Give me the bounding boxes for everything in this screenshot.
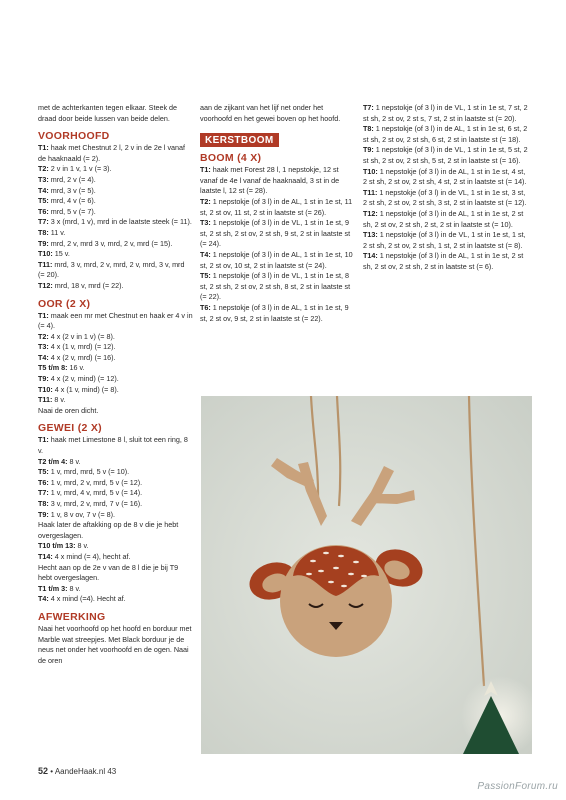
row-text: 1 v, mrd, 2 v, mrd, 5 v (= 12). <box>48 477 143 487</box>
row-text: 1 nepstokje (of 3 l) in de AL, 1 st in 1e st, 2 st sh, 2 st ov, 2 st sh, 2 st, 2 st in laatste st (= 10). <box>363 208 524 229</box>
row-key: T1 t/m 3: <box>38 583 68 593</box>
deer-ornament-photo <box>201 396 532 754</box>
row-text: mrd, 2 v, mrd 3 v, mrd, 2 v, mrd (= 15). <box>48 238 173 248</box>
row-text: mrd, 3 v (= 5). <box>48 185 96 195</box>
gewei-rows <box>38 435 193 605</box>
row-key: T1: <box>38 310 49 320</box>
row-text: 8 v. <box>75 541 89 551</box>
row-key: T14: <box>363 251 378 261</box>
section-heading-boom: BOOM (4 X) <box>200 152 262 165</box>
page-footer <box>38 766 116 776</box>
row-text: Naai de oren dicht. <box>38 405 99 415</box>
instruction-row <box>38 395 193 406</box>
instruction-row <box>38 520 193 541</box>
row-text: mrd, 5 v (= 7). <box>48 206 96 216</box>
row-key: T1: <box>38 143 49 153</box>
row-text: 4 x (2 v, mrd) (= 16). <box>48 352 116 362</box>
row-text: 3 v, mrd, 2 v, mrd, 7 v (= 16). <box>48 499 143 508</box>
instruction-row <box>363 145 531 166</box>
instruction-row <box>38 563 193 584</box>
instruction-row <box>38 406 193 417</box>
row-text: 1 v, 8 v ov, 7 v (= 8). <box>48 509 116 519</box>
row-key: T9: <box>38 238 49 248</box>
instruction-row <box>38 374 193 385</box>
row-text: mrd, 3 v, mrd, 2 v, mrd, 2 v, mrd, 3 v, mrd (= 20). <box>38 259 185 280</box>
row-key: T6: <box>200 302 211 312</box>
row-text: 4 x (2 v, mind) (= 12). <box>48 374 119 384</box>
row-text: 3 x (mrd, 1 v), mrd in de laatste steek (= 11). <box>48 217 192 227</box>
row-key: T13: <box>363 230 378 240</box>
afwerking-text: Naai het voorhoofd op het hoofd en borduur met Marble wat streepjes. Met Black borduur je de neus net onder het voorhoofd en de ogen. Naai de oren <box>38 623 192 665</box>
row-text: haak met Chestnut 2 l, 2 v in de 2e l vanaf de haaknaald (= 2). <box>38 143 186 163</box>
section-banner-kerstboom: KERSTBOOM <box>200 133 279 147</box>
row-text: 16 v. <box>67 363 85 373</box>
row-key: T4: <box>200 249 211 259</box>
row-key: T2: <box>200 196 211 206</box>
row-text: 1 nepstokje (of 3 l) in de VL, 1 st in 1e st, 1 st, 2 st sh, 2 st ov, 2 st sh, 1 st, 2 st in laatste st (= 8). <box>363 230 526 250</box>
row-text: 1 v, mrd, 4 v, mrd, 5 v (= 14). <box>48 488 143 498</box>
row-key: T11: <box>38 259 53 269</box>
row-key: T11: <box>363 187 378 197</box>
row-key: T5 t/m 8: <box>38 363 68 373</box>
magazine-name: AandeHaak.nl 43 <box>54 767 117 776</box>
column-1 <box>38 103 193 666</box>
instruction-row <box>38 385 193 396</box>
row-text: 4 x (1 v, mrd) (= 12). <box>48 342 116 352</box>
row-key: T8: <box>363 124 374 134</box>
section-heading-voorhoofd: VOORHOOFD <box>38 130 110 143</box>
instruction-row <box>363 230 531 251</box>
row-text: 1 nepstokje (of 3 l) in de AL, 1 st in 1e st, 9 st, 2 st ov, 9 st, 2 st in laatste st (= 22). <box>200 302 349 323</box>
row-key: T6: <box>38 206 49 216</box>
row-text: 8 v. <box>67 583 81 593</box>
row-key: T7: <box>38 488 49 498</box>
instruction-row <box>38 541 193 552</box>
row-text: haak met Limestone 8 l, sluit tot een ring, 8 v. <box>38 435 188 456</box>
instruction-row <box>200 271 355 303</box>
row-key: T7: <box>363 103 374 112</box>
footer-bullet: • <box>50 767 54 776</box>
row-key: T10: <box>38 249 53 259</box>
boom-rows-continued <box>363 103 531 273</box>
row-text: Haak later de aftakking op de 8 v die je hebt overgeslagen. <box>38 520 179 540</box>
row-text: 1 nepstokje (of 3 l) in de AL, 1 st in 1e st, 10 st, 2 st ov, 10 st, 2 st in laatste st (= 24). <box>200 249 353 270</box>
instruction-row <box>38 239 193 250</box>
row-text: 1 nepstokje (of 3 l) in de AL, 1 st in 1e st, 6 st, 2 st sh, 2 st ov, 2 st sh, 6 st, 2 st in laatste st (= 18). <box>363 124 528 144</box>
row-key: T3: <box>200 218 211 228</box>
row-key: T12: <box>38 280 53 290</box>
row-text: haak met Forest 28 l, 1 nepstokje, 12 st vanaf de 4e l vanaf de haaknaald, 3 st in de laatste l, 12 st (= 28). <box>200 165 340 196</box>
oor-rows <box>38 311 193 417</box>
instruction-row <box>38 467 193 478</box>
row-text: 8 v. <box>52 395 66 405</box>
instruction-row <box>38 342 193 353</box>
row-key: T4: <box>38 185 49 195</box>
row-text: 15 v. <box>52 249 70 259</box>
intro-text: met de achterkanten tegen elkaar. Steek de draad door beide lussen van beide delen. <box>38 103 178 123</box>
row-key: T2: <box>38 164 49 174</box>
instruction-row <box>38 207 193 218</box>
instruction-row <box>38 584 193 595</box>
instruction-row <box>38 435 193 456</box>
instruction-row <box>38 353 193 364</box>
row-key: T6: <box>38 477 49 487</box>
voorhoofd-rows <box>38 143 193 291</box>
row-text: 1 nepstokje (of 3 l) in de VL, 1 st in 1e st, 3 st, 2 st sh, 2 st ov, 2 st sh, 3 st, 2 st in laatste st (= 12). <box>363 187 527 208</box>
row-key: T8: <box>38 227 49 237</box>
row-text: maak een mr met Chestnut en haak er 4 v in (= 4). <box>38 310 193 331</box>
column-3 <box>363 103 531 273</box>
instruction-row <box>200 250 355 271</box>
instruction-row <box>38 478 193 489</box>
column-2 <box>200 103 355 324</box>
row-text: 4 x (1 v, mind) (= 8). <box>52 384 119 394</box>
instruction-row <box>38 260 193 281</box>
row-key: T2 t/m 4: <box>38 456 68 466</box>
instruction-row <box>38 332 193 343</box>
row-key: T12: <box>363 208 378 218</box>
instruction-row <box>363 103 531 124</box>
row-text: 2 v in 1 v, 1 v (= 3). <box>48 164 112 174</box>
row-key: T3: <box>38 174 49 184</box>
row-text: 1 nepstokje (of 3 l) in de AL, 1 st in 1e st, 2 st sh, 2 st ov, 2 st sh, 2 st in laatste st (= 6). <box>363 251 524 271</box>
instruction-row <box>38 488 193 499</box>
instruction-row <box>38 143 193 164</box>
instruction-row <box>200 165 355 197</box>
instruction-row <box>38 175 193 186</box>
row-text: 4 x (2 v in 1 v) (= 8). <box>48 331 115 341</box>
instruction-row <box>38 594 193 605</box>
row-text: mrd, 4 v (= 6). <box>48 196 96 206</box>
instruction-row <box>38 196 193 207</box>
instruction-row <box>38 217 193 228</box>
instruction-row <box>363 251 531 272</box>
instruction-row <box>38 552 193 563</box>
row-key: T9: <box>363 145 374 155</box>
row-text: 1 nepstokje (of 3 l) in de VL, 1 st in 1e st, 8 st, 2 st sh, 2 st ov, 2 st sh, 8 st, 2 st in laatste st (= 22). <box>200 271 351 302</box>
instruction-row <box>38 228 193 239</box>
row-key: T5: <box>200 271 211 281</box>
instruction-row <box>38 186 193 197</box>
instruction-row <box>200 197 355 218</box>
instruction-row <box>38 510 193 521</box>
row-key: T10: <box>363 166 378 176</box>
row-key: T10: <box>38 384 53 394</box>
instruction-row <box>38 311 193 332</box>
instruction-row <box>200 303 355 324</box>
row-text: 8 v. <box>67 456 81 466</box>
row-key: T5: <box>38 467 49 477</box>
instruction-row <box>363 209 531 230</box>
instruction-row <box>363 188 531 209</box>
row-key: T1: <box>38 435 49 445</box>
row-text: 1 nepstokje (of 3 l) in de VL, 1 st in 1e st, 9 st, 2 st sh, 2 st ov, 2 st sh, 9 st, 2 st in laatste st (= 24). <box>200 218 351 249</box>
row-key: T7: <box>38 217 49 227</box>
intro-text-col2: aan de zijkant van het lijf net onder het voorhoofd en het gewei boven op het hoofd. <box>200 103 341 123</box>
row-key: T5: <box>38 196 49 206</box>
boom-rows <box>200 165 355 324</box>
row-text: 1 nepstokje (of 3 l) in de VL, 1 st in 1e st, 5 st, 2 st sh, 2 st ov, 2 st sh, 5 st, 2 st in laatste st (= 16). <box>363 145 528 165</box>
instruction-row <box>200 218 355 250</box>
row-key: T10 t/m 13: <box>38 541 76 551</box>
row-text: 4 x mind (=4). Hecht af. <box>48 594 126 604</box>
row-key: T1: <box>200 165 211 175</box>
watermark: PassionForum.ru <box>477 781 558 792</box>
instruction-row <box>38 249 193 260</box>
row-text: 1 nepstokje (of 3 l) in de AL, 1 st in 1e st, 4 st, 2 st sh, 2 st ov, 2 st sh, 4 st, 2 st in laatste st (= 14). <box>363 166 527 187</box>
instruction-row <box>38 164 193 175</box>
row-key: T4: <box>38 352 49 362</box>
row-key: T14: <box>38 551 53 561</box>
row-text: 11 v. <box>48 227 66 237</box>
row-key: T2: <box>38 331 49 341</box>
row-text: mrd, 2 v (= 4). <box>48 174 96 184</box>
row-text: 1 nepstokje (of 3 l) in de VL, 1 st in 1e st, 7 st, 2 st sh, 2 st ov, 2 st s, 7 st, 2 st in laatste st (= 20). <box>363 103 528 123</box>
row-text: 4 x mind (= 4), hecht af. <box>52 551 131 561</box>
instruction-row <box>38 457 193 468</box>
row-key: T11: <box>38 395 53 405</box>
row-key: T9: <box>38 374 49 384</box>
row-key: T8: <box>38 499 49 508</box>
page-number: 52 <box>38 766 49 776</box>
section-heading-oor: OOR (2 X) <box>38 297 91 310</box>
row-key: T4: <box>38 594 49 604</box>
instruction-row <box>38 363 193 374</box>
instruction-row <box>38 281 193 292</box>
row-key: T9: <box>38 509 49 519</box>
section-heading-afwerking: AFWERKING <box>38 610 106 623</box>
row-text: Hecht aan op de 2e v van de 8 l die je bij T9 hebt overgeslagen. <box>38 562 179 583</box>
row-text: 1 v, mrd, mrd, 5 v (= 10). <box>48 467 130 477</box>
instruction-row <box>363 124 531 145</box>
instruction-row <box>38 499 193 510</box>
row-text: 1 nepstokje (of 3 l) in de AL, 1 st in 1e st, 11 st, 2 st ov, 11 st, 2 st in laatste st (= 26). <box>200 196 353 217</box>
instruction-row <box>363 167 531 188</box>
row-key: T3: <box>38 342 49 352</box>
section-heading-gewei: GEWEI (2 X) <box>38 422 102 435</box>
row-text: mrd, 18 v, mrd (= 22). <box>52 280 124 290</box>
